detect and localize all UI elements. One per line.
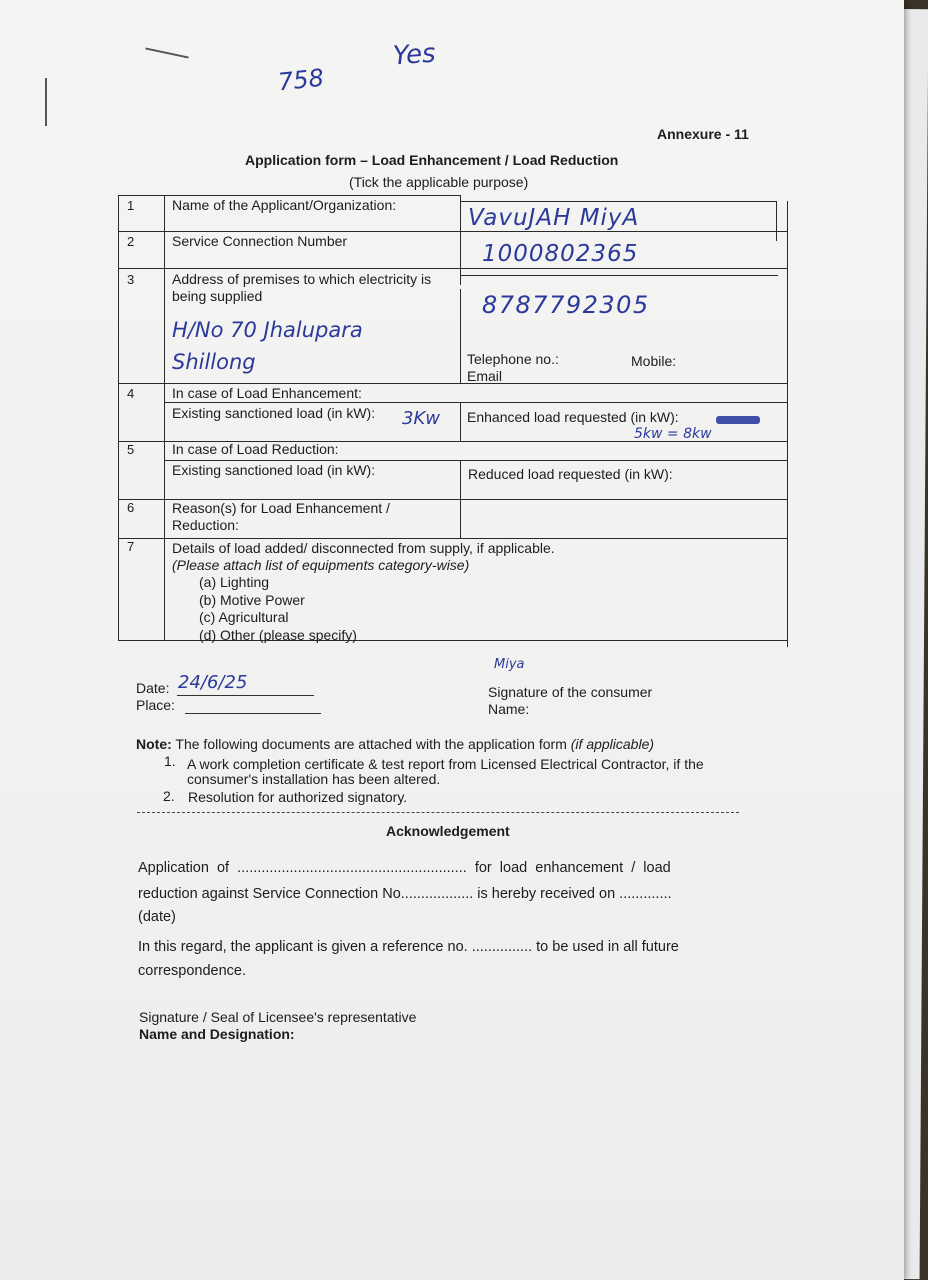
existing-load-reduction-label: Existing sanctioned load (in kW): (172, 462, 376, 478)
row-number: 1 (127, 198, 135, 213)
name-label: Name: (488, 701, 530, 717)
mobile-label: Mobile: (631, 353, 677, 369)
load-details-label: Details of load added/ disconnected from supply, if applicable. (172, 540, 555, 556)
note-text: The following documents are attached with the application form (175, 736, 567, 752)
annexure-label: Annexure - 11 (657, 126, 749, 142)
reduction-heading: In case of Load Reduction: (172, 441, 339, 457)
row-number: 6 (127, 500, 135, 515)
row-number: 5 (127, 442, 135, 457)
date-label: Date: (136, 680, 170, 696)
load-details-note: (Please attach list of equipments category-wise) (172, 557, 470, 573)
load-item-other: (d) Other (please specify) (199, 627, 357, 643)
ack-para2-line2: correspondence. (138, 963, 247, 979)
applicant-name-value: VavuJAH MiyA (468, 205, 640, 231)
handwritten-yes: Yes (392, 38, 437, 72)
note-line (136, 736, 654, 753)
note-item1-line1: A work completion certificate & test report from Licensed Electrical Contractor, if the (187, 756, 704, 772)
note-item1-line2: consumer's installation has been altered. (187, 771, 441, 787)
service-connection-label: Service Connection Number (172, 233, 348, 249)
existing-load-label: Existing sanctioned load (in kW): (172, 405, 376, 421)
service-connection-value: 1000802365 (482, 241, 639, 267)
reduced-load-label: Reduced load requested (in kW): (468, 466, 673, 482)
row-number: 3 (127, 272, 135, 287)
pen-mark-vertical (45, 78, 47, 126)
date-value: 24/6/25 (178, 672, 248, 693)
licensee-signature-label: Signature / Seal of Licensee's representative (139, 1009, 417, 1025)
load-item-agricultural: (c) Agricultural (199, 609, 289, 625)
reason-label: Reason(s) for Load Enhancement / Reduction: (172, 500, 390, 533)
ack-para1-line3: (date) (138, 909, 176, 925)
place-line (185, 713, 321, 714)
enhancement-heading: In case of Load Enhancement: (172, 385, 362, 401)
ack-para1-line2: reduction against Service Connection No.................. is hereby received on ............. (138, 886, 672, 902)
date-line (177, 695, 314, 696)
note-label: Note: (136, 736, 172, 752)
address-line1: H/No 70 Jhalupara (172, 318, 363, 342)
crossed-out-scribble (716, 416, 760, 424)
ack-para1-line1: Application of ......................................................... for load enhancement / load (138, 860, 671, 876)
email-label: Email (467, 368, 503, 384)
note-item2-number: 2. (163, 788, 175, 804)
ack-para2-line1: In this regard, the applicant is given a reference no. ............... to be used in all future (138, 939, 679, 955)
ack-title: Acknowledgement (386, 823, 510, 839)
consumer-signature: Miya (494, 657, 525, 672)
enhanced-load-value: 5kw = 8kw (634, 426, 712, 442)
signature-label: Signature of the consumer (488, 684, 653, 700)
applicant-name-label: Name of the Applicant/Organization: (172, 197, 397, 213)
existing-load-value: 3Kw (402, 408, 440, 429)
note-item2: Resolution for authorized signatory. (188, 789, 408, 805)
telephone-label: Telephone no.: (467, 351, 559, 367)
row-number: 7 (127, 539, 135, 554)
enhanced-load-label: Enhanced load requested (in kW): (467, 409, 679, 425)
row-number: 4 (127, 386, 135, 401)
handwritten-number: 758 (276, 63, 326, 97)
address-line2: Shillong (172, 350, 256, 374)
dashed-separator (137, 812, 739, 813)
place-label: Place: (136, 697, 175, 713)
row-number: 2 (127, 234, 135, 249)
pen-mark (145, 47, 188, 58)
name-designation-label: Name and Designation: (139, 1026, 295, 1042)
form-subtitle: (Tick the applicable purpose) (349, 174, 529, 190)
phone-value: 8787792305 (482, 291, 650, 319)
note-item1-number: 1. (164, 753, 176, 769)
form-title: Application form – Load Enhancement / Load Reduction (245, 152, 619, 168)
address-label: Address of premises to which electricity is being supplied (172, 271, 432, 304)
note-if-applicable: (if applicable) (570, 736, 655, 752)
load-item-motive: (b) Motive Power (199, 592, 305, 608)
load-item-lighting: (a) Lighting (199, 574, 270, 590)
